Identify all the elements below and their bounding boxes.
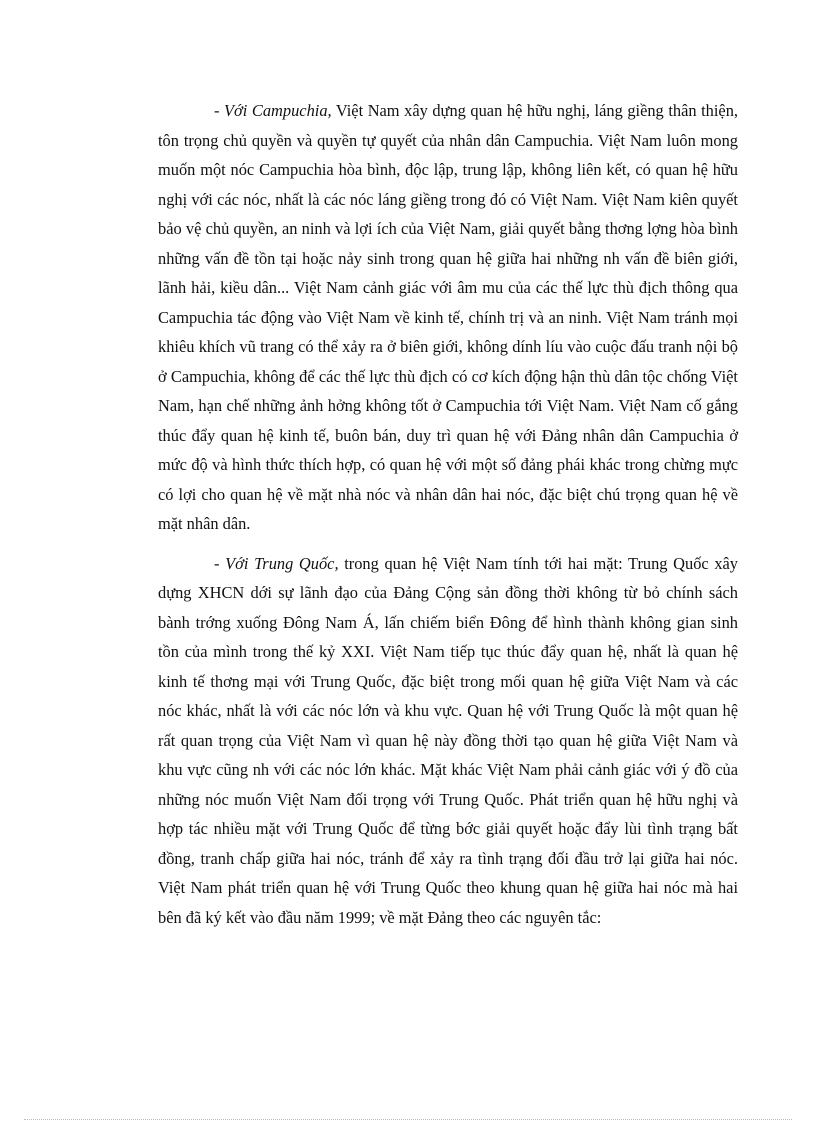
list-dash: - xyxy=(214,553,226,573)
paragraph-body-campuchia: Việt Nam xây dựng quan hệ hữu nghị, láng giềng thân thiện, tôn trọng chủ quyền và quyền tự quyết của nhân dân Campuchia. Việt Nam luôn mong muốn một nóc Campuchia hòa bình, độc lập, trung lập, không liên kết, có quan hệ hữu nghị với các nóc, nhất là các nóc láng giềng trong đó có Việt Nam. Việt Nam kiên quyết bảo vệ chủ quyền, an ninh và lợi ích của Việt Nam, giải quyết bằng thơng lợng hòa bình những vấn đề tồn tại hoặc nảy sinh trong quan hệ giữa hai những nh vấn đề biên giới, lãnh hải, kiều dân... Việt Nam cảnh giác với âm mu của các thế lực thù địch thông qua Campuchia tác động vào Việt Nam về kinh tế, chính trị và an ninh. Việt Nam tránh mọi khiêu khích vũ trang có thể xảy ra ở biên giới, không dính líu vào cuộc đấu tranh nội bộ ở Campuchia, không để các thế lực thù địch có cơ kích động hận thù dân tộc chống Việt Nam, hạn chế những ảnh hởng không tốt ở Campuchia tới Việt Nam. Việt Nam cố gắng thúc đẩy quan hệ kinh tế, buôn bán, duy trì quan hệ với Đảng nhân dân Campuchia ở mức độ và hình thức thích hợp, có quan hệ với một số đảng phái khác trong chừng mực có lợi cho quan hệ về mặt nhà nóc và nhân dân hai nóc, đặc biệt chú trọng quan hệ về mặt nhân dân. xyxy=(158,101,738,533)
paragraph-lead-trung-quoc: Với Trung Quốc, xyxy=(225,553,339,573)
document-page xyxy=(158,96,738,942)
paragraph-trung-quoc xyxy=(158,549,738,933)
list-dash: - xyxy=(214,101,225,120)
paragraph-campuchia xyxy=(158,96,738,539)
page-bottom-divider xyxy=(24,1119,792,1120)
paragraph-lead-campuchia: Với Campuchia, xyxy=(224,101,332,120)
paragraph-body-trung-quoc: trong quan hệ Việt Nam tính tới hai mặt: Trung Quốc xây dựng XHCN dới sự lãnh đạo của Đảng Cộng sản đồng thời không từ bỏ chính sách bành trớng xuống Đông Nam Á, lấn chiếm biển Đông để hình thành không gian sinh tồn của mình trong thế kỷ XXI. Việt Nam tiếp tục thúc đẩy quan hệ, nhất là quan hệ kinh tế thơng mại với Trung Quốc, đặc biệt trong mối quan hệ giữa Việt Nam và các nóc khác, nhất là với các nóc lớn và khu vực. Quan hệ với Trung Quốc là một quan hệ rất quan trọng của Việt Nam vì quan hệ này đồng thời tạo quan hệ giữa Việt Nam và khu vực cũng nh với các nóc lớn khác. Mặt khác Việt Nam phải cảnh giác với ý đồ của những nóc muốn Việt Nam đối trọng với Trung Quốc. Phát triển quan hệ hữu nghị và hợp tác nhiều mặt với Trung Quốc để từng bớc giải quyết hoặc đẩy lùi tình trạng bất đồng, tranh chấp giữa hai nóc, tránh để xảy ra tình trạng đối đầu trở lại giữa hai nóc. Việt Nam phát triển quan hệ với Trung Quốc theo khung quan hệ giữa hai nóc mà hai bên đã ký kết vào đầu năm 1999; về mặt Đảng theo các nguyên tắc: xyxy=(158,553,738,927)
